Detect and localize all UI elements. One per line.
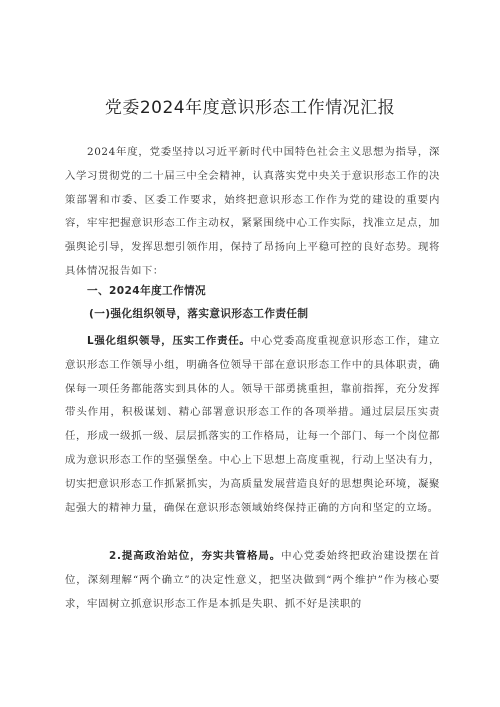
item-2-paragraph <box>65 545 440 616</box>
item-1-lead: L强化组织领导，压实工作责任。 <box>87 335 251 347</box>
item-2-number: 2 <box>109 550 117 562</box>
item-1-paragraph <box>65 330 440 520</box>
item-2-lead: .提高政治站位，夯实共管格局。 <box>117 550 282 562</box>
section-heading: 一、2024年度工作情况 <box>87 285 207 297</box>
intro-paragraph: 2024年度，党委坚持以习近平新时代中国特色社会主义思想为指导，深入学习贯彻党的二十届三中全会精神，认真落实党中央关于意识形态工作的决策部署和市委、区委工作要求，始终把意识形态工作作为党的建设的重要内容，牢牢把握意识形态工作主动权，紧紧围绕中心工作实际，找准立足点，加强舆论引导，发挥思想引领作用，保持了昂扬向上平稳可控的良好态势。现将具体情况报告如下： <box>65 146 440 277</box>
document-title: 党委2024年度意识形态工作情况汇报 <box>104 98 396 118</box>
subsection-heading: (一)强化组织领导，落实意识形态工作责任制 <box>89 308 309 320</box>
item-1-body: 中心党委高度重视意识形态工作，建立意识形态工作领导小组，明确各位领导干部在意识形态工作中的具体职责，确保每一项任务都能落实到具体的人。领导干部勇挑重担，靠前指挥，充分发挥带头作用，积极谋划、精心部署意识形态工作的各项举措。通过层层压实责任，形成一级抓一级、层层抓落实的工作格局，让每一个部门、每一个岗位都成为意识形态工作的坚强堡垒。中心上下思想上高度重视，行动上坚决有力，切实把意识形态工作抓紧抓实，为高质量发展营造良好的思想舆论环境，凝聚起强大的精神力量，确保在意识形态领域始终保持正确的方向和坚定的立场。 <box>65 335 440 514</box>
item-2-body: 中心党委始终把政治建设摆在首位，深刻理解“两个确立”的决定性意义，把坚决做到“两个维护”作为核心要求，牢固树立抓意识形态工作是本抓是失职、抓不好是渎职的 <box>65 550 440 610</box>
